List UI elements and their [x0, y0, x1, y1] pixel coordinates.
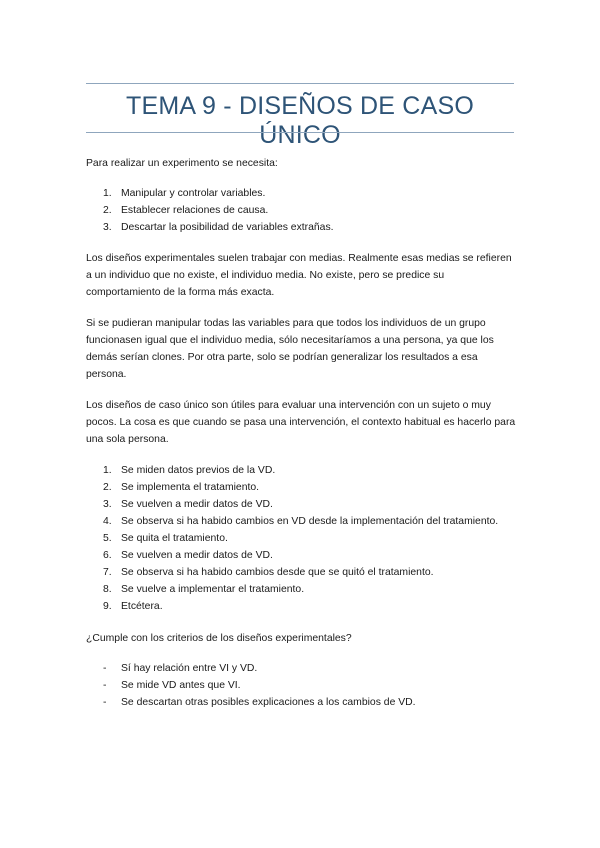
list-marker: 5. — [103, 533, 112, 544]
list-item — [86, 564, 516, 581]
intro-text: Para realizar un experimento se necesita: — [86, 158, 278, 169]
list-item-text: Se vuelven a medir datos de VD. — [121, 550, 273, 561]
list-item — [86, 219, 516, 236]
requirements-list — [86, 185, 516, 236]
list-marker: 6. — [103, 550, 112, 561]
list-item-text: Se quita el tratamiento. — [121, 533, 228, 544]
paragraph-variables: Si se pudieran manipular todas las variables para que todos los individuos de un grupo funcionasen igual que el individuo media, sólo necesitaríamos a una persona, ya que los demás serían clones. Por otra parte, solo se podrían generalizar los resultados a esa persona. — [86, 318, 494, 380]
steps-list — [86, 462, 516, 615]
list-item-text: Etcétera. — [121, 601, 163, 612]
list-item — [86, 677, 516, 694]
list-marker: 4. — [103, 516, 112, 527]
list-item-text: Descartar la posibilidad de variables extrañas. — [121, 222, 334, 233]
answers-list — [86, 660, 516, 711]
list-marker: 8. — [103, 584, 112, 595]
list-item — [86, 547, 516, 564]
list-item — [86, 660, 516, 677]
list-item-text: Se observa si ha habido cambios desde que se quitó el tratamiento. — [121, 567, 434, 578]
list-item — [86, 530, 516, 547]
list-marker: 2. — [103, 482, 112, 493]
list-item-text: Se vuelven a medir datos de VD. — [121, 499, 273, 510]
title-rule-top — [86, 83, 514, 84]
list-item — [86, 462, 516, 479]
list-item-text: Se vuelve a implementar el tratamiento. — [121, 584, 305, 595]
page-title: TEMA 9 - DISEÑOS DE CASO ÚNICO — [126, 92, 474, 149]
list-item-text: Sí hay relación entre VI y VD. — [121, 663, 258, 674]
list-item-text: Se miden datos previos de la VD. — [121, 465, 276, 476]
list-marker: 1. — [103, 188, 112, 199]
list-item — [86, 598, 516, 615]
list-item-text: Se observa si ha habido cambios en VD desde la implementación del tratamiento. — [121, 516, 499, 527]
list-item — [86, 513, 516, 530]
list-item — [86, 185, 516, 202]
list-marker: 3. — [103, 222, 112, 233]
list-item-text: Se descartan otras posibles explicaciones a los cambios de VD. — [121, 697, 416, 708]
list-item-text: Establecer relaciones de causa. — [121, 205, 269, 216]
title-rule-bottom — [86, 132, 514, 133]
list-item — [86, 694, 516, 711]
list-item-text: Manipular y controlar variables. — [121, 188, 266, 199]
dash-marker: - — [103, 697, 107, 708]
list-item — [86, 581, 516, 598]
question-text: ¿Cumple con los criterios de los diseños experimentales? — [86, 633, 352, 644]
list-item — [86, 202, 516, 219]
paragraph-caso-unico: Los diseños de caso único son útiles para evaluar una intervención con un sujeto o muy pocos. La cosa es que cuando se pasa una intervención, el contexto habitual es hacerlo para una sola persona. — [86, 400, 516, 445]
paragraph-medias: Los diseños experimentales suelen trabajar con medias. Realmente esas medias se refieren a un individuo que no existe, el individuo media. No existe, pero se predice su comportamiento de la forma más exacta. — [86, 253, 512, 298]
list-marker: 2. — [103, 205, 112, 216]
list-item-text: Se implementa el tratamiento. — [121, 482, 260, 493]
list-marker: 7. — [103, 567, 112, 578]
document-body — [86, 155, 516, 711]
list-item — [86, 496, 516, 513]
dash-marker: - — [103, 663, 107, 674]
dash-marker: - — [103, 680, 107, 691]
list-item — [86, 479, 516, 496]
list-marker: 1. — [103, 465, 112, 476]
list-item-text: Se mide VD antes que VI. — [121, 680, 241, 691]
list-marker: 9. — [103, 601, 112, 612]
list-marker: 3. — [103, 499, 112, 510]
